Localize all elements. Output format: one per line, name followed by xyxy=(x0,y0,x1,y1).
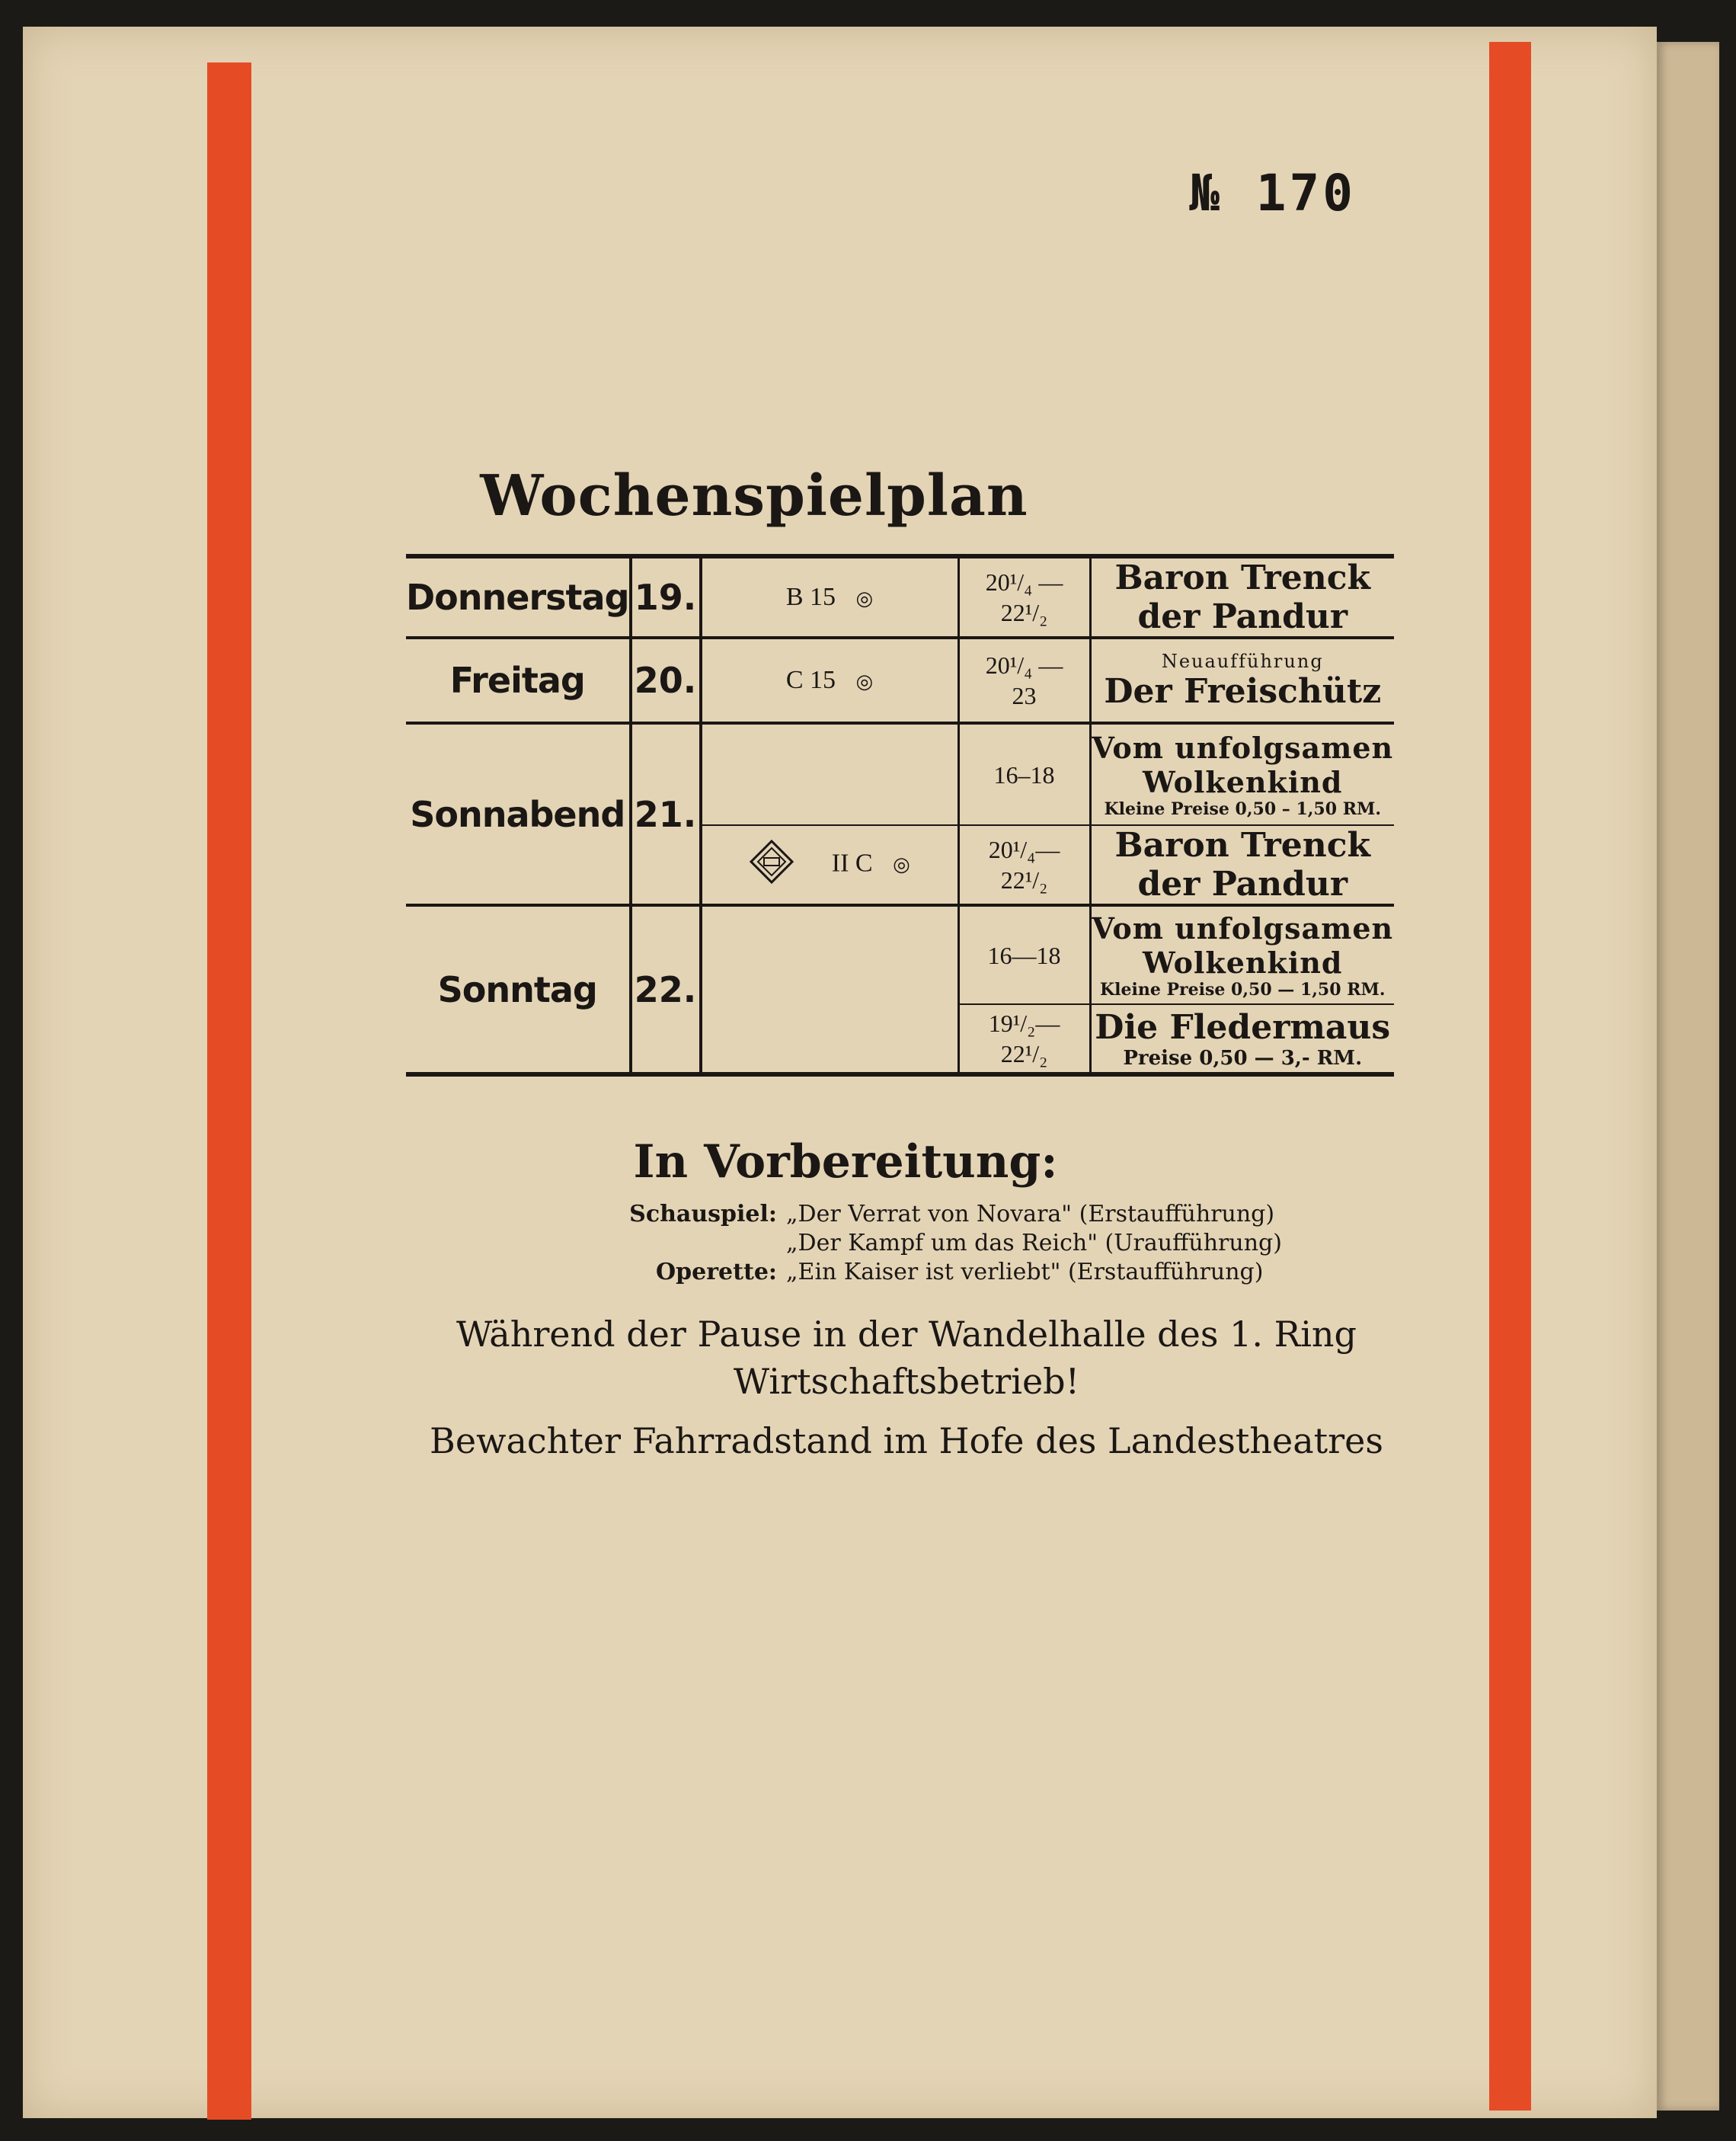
table-row xyxy=(406,905,1394,1004)
time-start: 20¹/₄ — xyxy=(985,651,1063,679)
play-entry: „Der Verrat von Novara" (Erstaufführung) xyxy=(786,1201,1275,1227)
play-title-line1: Vom unfolgsamen xyxy=(1092,910,1394,946)
series-cell xyxy=(701,905,959,1074)
time-range: 16—18 xyxy=(987,941,1061,969)
preparation-title: In Vorbereitung: xyxy=(633,1135,1058,1189)
note-line: Während der Pause in der Wandelhalle des 1. Ring xyxy=(456,1314,1357,1355)
play-cell xyxy=(1090,556,1394,638)
time-cell xyxy=(958,723,1090,825)
bicycle-note: Bewachter Fahrradstand im Hofe des Landestheatres xyxy=(430,1420,1383,1461)
series-label: B 15 xyxy=(785,583,836,611)
date-cell: 19. xyxy=(631,556,701,638)
list-item xyxy=(625,1258,1310,1287)
series-cell xyxy=(701,556,959,638)
date-cell: 21. xyxy=(631,723,701,905)
time-start: 20¹/₄— xyxy=(988,836,1060,863)
note-line: Wirtschaftsbetrieb! xyxy=(733,1361,1080,1402)
weekly-schedule-table xyxy=(406,554,1394,1077)
play-title: Baron Trenck der Pandur xyxy=(1114,826,1371,904)
time-end: 22¹/₂ xyxy=(1000,599,1048,626)
play-cell xyxy=(1090,1004,1394,1074)
preparation-list xyxy=(625,1200,1310,1287)
play-prices: Kleine Preise 0,50 — 1,50 RM. xyxy=(1100,979,1386,1000)
play-entry: „Der Kampf um das Reich" (Uraufführung) xyxy=(786,1230,1282,1256)
plan-title: Wochenspielplan xyxy=(480,463,1028,529)
day-cell: Donnerstag xyxy=(406,556,631,638)
left-red-stripe xyxy=(207,62,251,2120)
play-title-line2: Wolkenkind xyxy=(1143,764,1343,799)
list-item xyxy=(625,1229,1310,1258)
play-cell xyxy=(1090,905,1394,1004)
time-cell xyxy=(958,825,1090,905)
circle-icon: ◎ xyxy=(855,670,874,693)
theater-emblem-icon xyxy=(749,839,794,891)
play-title: Der Freischütz xyxy=(1104,671,1382,711)
date-cell: 22. xyxy=(631,905,701,1074)
play-cell xyxy=(1090,723,1394,825)
series-cell xyxy=(701,723,959,825)
circle-icon: ◎ xyxy=(855,587,874,610)
table-row xyxy=(406,556,1394,638)
day-cell: Freitag xyxy=(406,638,631,723)
date-cell: 20. xyxy=(631,638,701,723)
list-item xyxy=(625,1200,1310,1229)
play-cell xyxy=(1090,638,1394,723)
play-prices: Preise 0,50 — 3,- RM. xyxy=(1123,1046,1363,1070)
genre-label: Operette: xyxy=(656,1259,777,1285)
time-start: 20¹/₄ — xyxy=(985,568,1063,596)
time-end: 22¹/₂ xyxy=(1000,866,1048,894)
series-cell xyxy=(701,825,959,905)
day-cell: Sonntag xyxy=(406,905,631,1074)
time-cell xyxy=(958,1004,1090,1074)
play-title-line1: Vom unfolgsamen xyxy=(1092,730,1394,765)
time-cell xyxy=(958,556,1090,638)
series-cell xyxy=(701,638,959,723)
time-end: 23 xyxy=(1012,682,1037,709)
table-row xyxy=(406,723,1394,825)
play-entry: „Ein Kaiser ist verliebt" (Erstaufführung) xyxy=(786,1259,1264,1285)
genre-label: Schauspiel: xyxy=(629,1201,777,1227)
play-note: Neuaufführung xyxy=(1161,650,1324,672)
day-cell: Sonnabend xyxy=(406,723,631,905)
time-start: 19¹/₂— xyxy=(988,1010,1060,1037)
time-cell xyxy=(958,638,1090,723)
next-page-edge xyxy=(1657,42,1719,2111)
series-label: C 15 xyxy=(785,666,836,694)
series-label: II C xyxy=(831,848,873,877)
table-row xyxy=(406,638,1394,723)
play-title: Baron Trenck der Pandur xyxy=(1114,558,1371,636)
time-end: 22¹/₂ xyxy=(1000,1040,1048,1067)
play-title-line2: Wolkenkind xyxy=(1143,945,1343,980)
play-prices: Kleine Preise 0,50 – 1,50 RM. xyxy=(1104,798,1381,819)
right-red-stripe xyxy=(1489,42,1531,2111)
play-cell xyxy=(1090,825,1394,905)
time-range: 16–18 xyxy=(993,760,1055,789)
time-cell xyxy=(958,905,1090,1004)
intermission-note xyxy=(381,1311,1432,1405)
play-title: Die Fledermaus xyxy=(1095,1007,1391,1047)
program-number: № 170 xyxy=(1189,164,1356,222)
circle-icon: ◎ xyxy=(893,853,910,875)
